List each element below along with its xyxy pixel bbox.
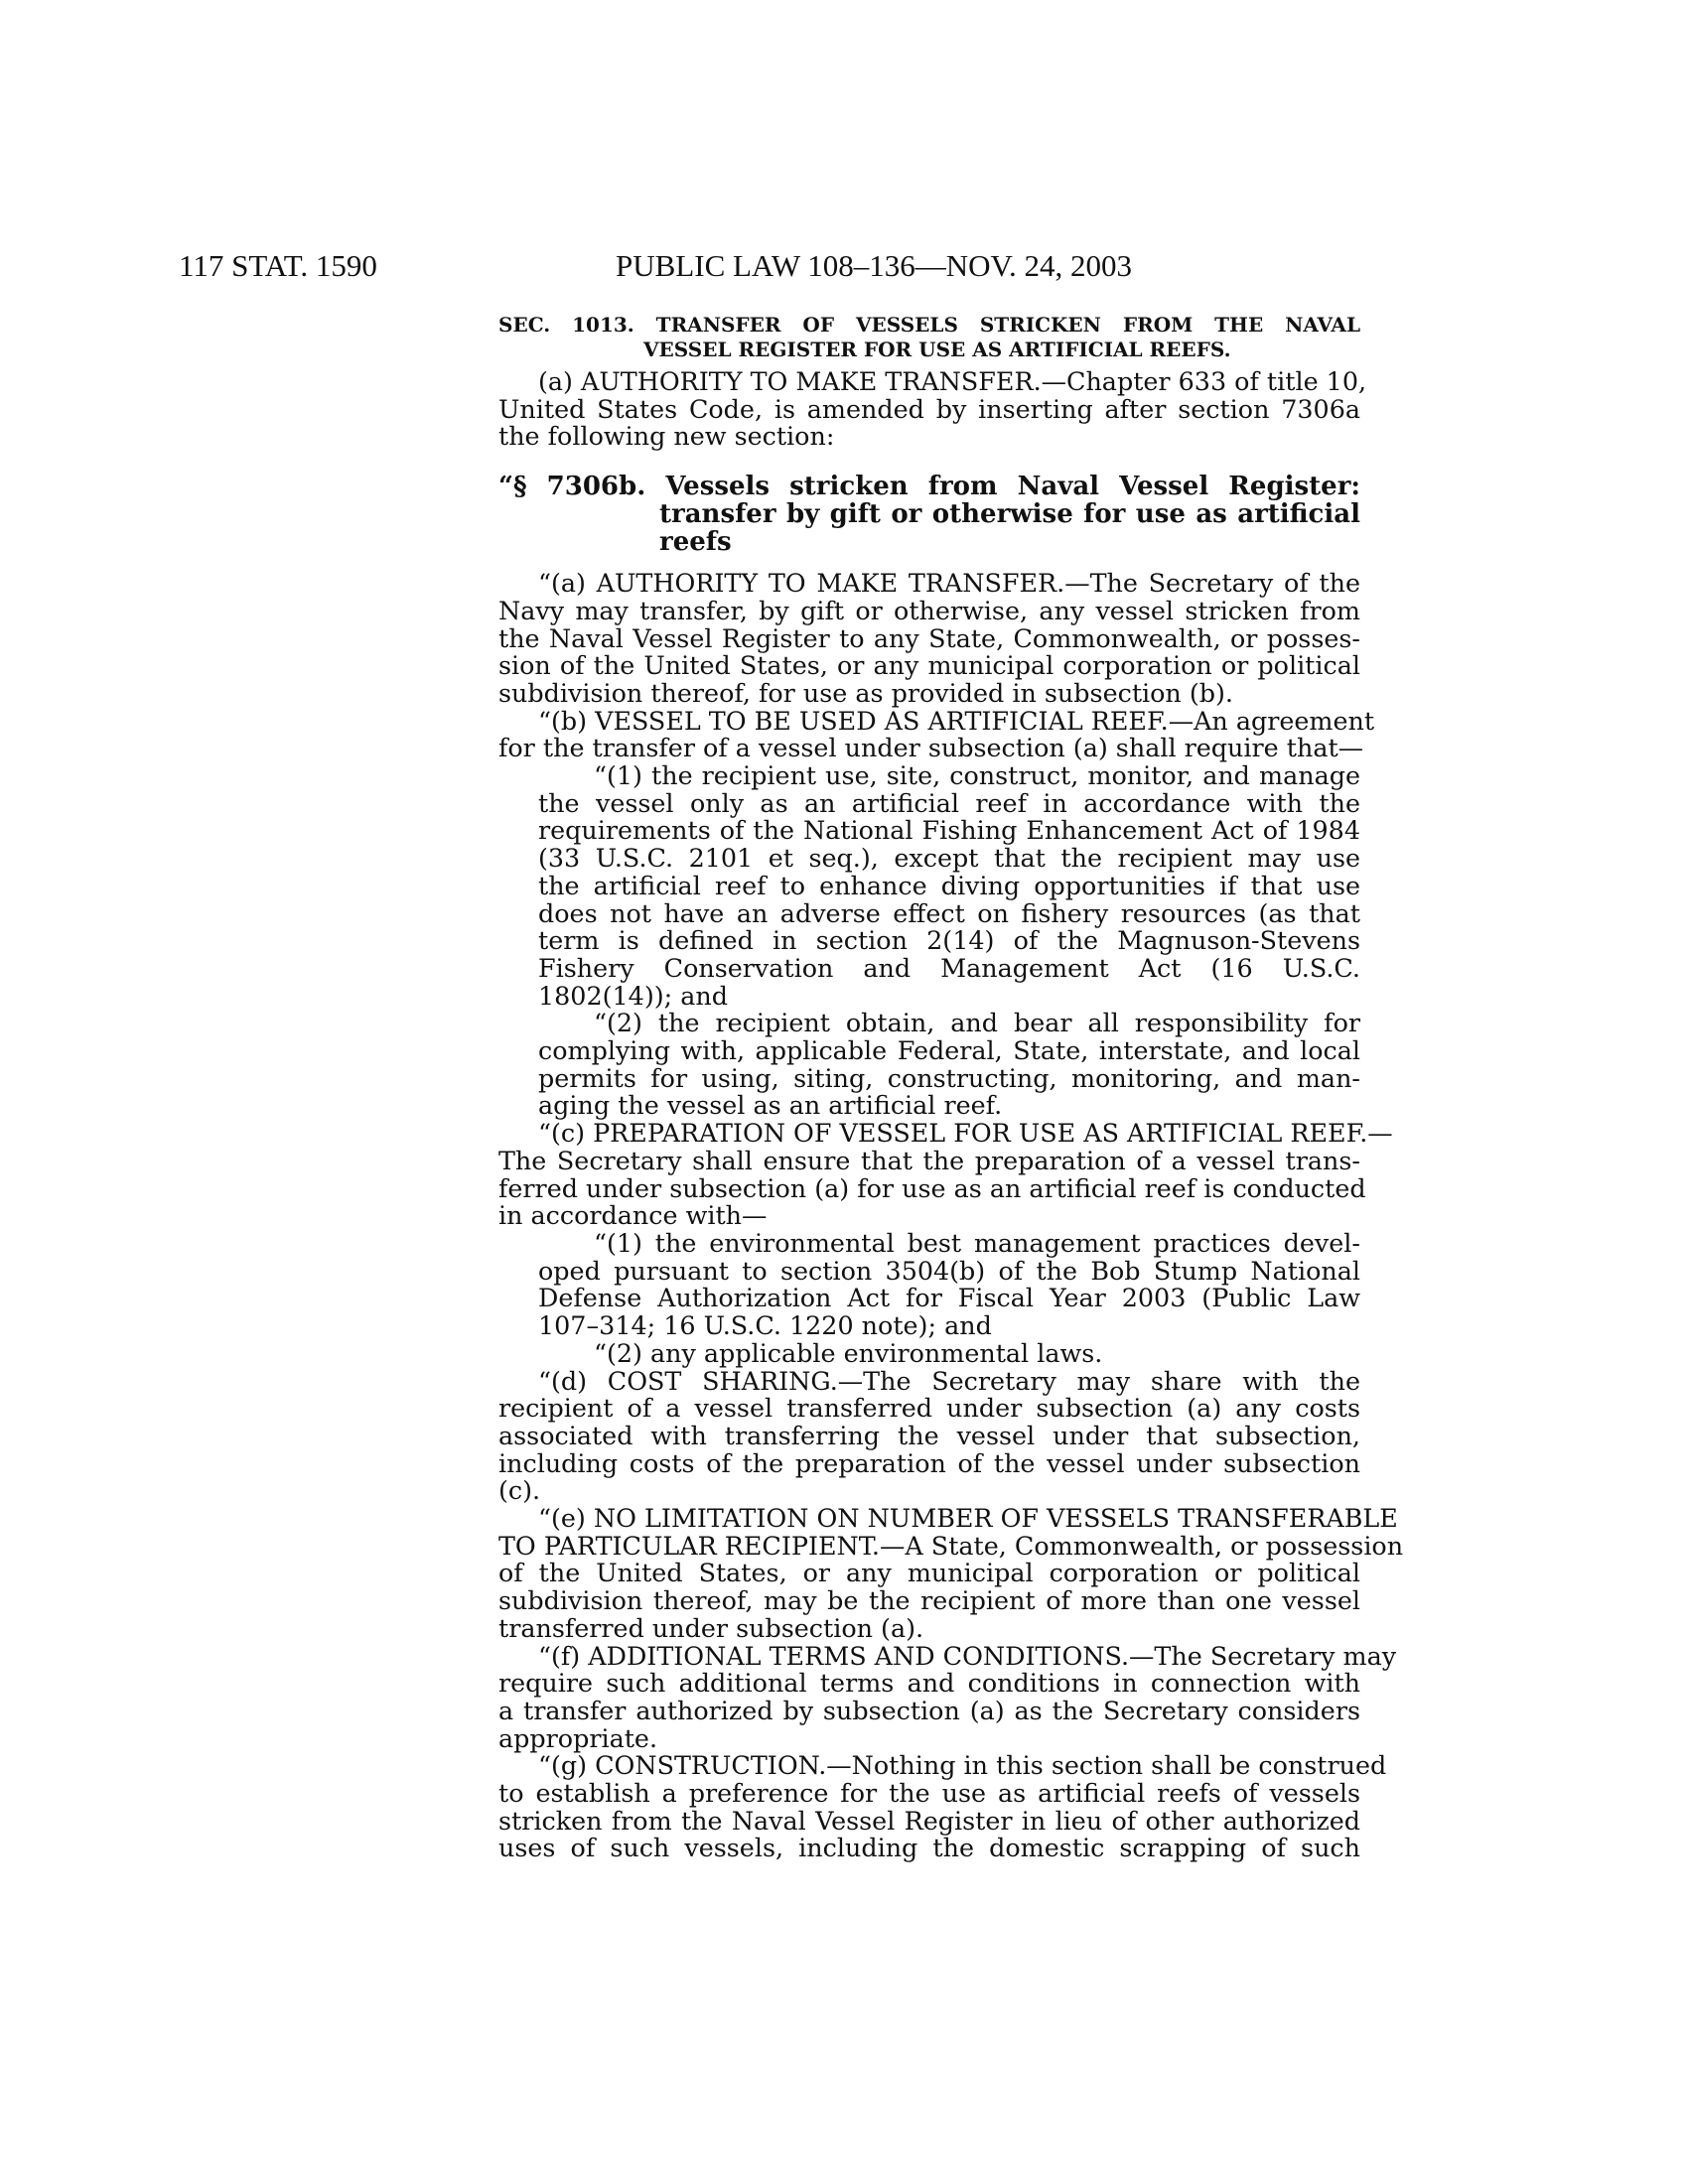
- section-title-line: reefs: [659, 527, 732, 558]
- text-line: uses of such vessels, including the domestic scrapping of such: [498, 1833, 1360, 1863]
- text-line: for the transfer of a vessel under subsection (a) shall require that—: [498, 733, 1364, 763]
- text-line: aging the vessel as an artificial reef.: [538, 1090, 1003, 1121]
- text-line: United States Code, is amended by inserting after section 7306a: [498, 393, 1360, 424]
- text-line: Defense Authorization Act for Fiscal Year 2003 (Public Law: [538, 1283, 1360, 1313]
- subsection-c-1: [498, 1227, 1360, 1341]
- text-line: transferred under subsection (a).: [498, 1612, 924, 1643]
- text-line: the vessel only as an artificial reef in accordance with the: [538, 787, 1360, 818]
- section-title: [498, 473, 1360, 556]
- text-line: (c).: [498, 1475, 541, 1506]
- text-line: (33 U.S.C. 2101 et seq.), except that the recipient may use: [538, 843, 1360, 874]
- text-line: 107–314; 16 U.S.C. 1220 note); and: [538, 1310, 992, 1341]
- text-line: term is defined in section 2(14) of the Magnuson-Stevens: [538, 925, 1360, 956]
- text-line: (a) AUTHORITY TO MAKE TRANSFER.—Chapter 633 of title 10,: [538, 366, 1367, 396]
- text-line: “(f) ADDITIONAL TERMS AND CONDITIONS.—The Secretary may: [538, 1640, 1397, 1671]
- text-line: subdivision thereof, may be the recipient of more than one vessel: [498, 1585, 1360, 1616]
- subsection-d: [498, 1365, 1360, 1506]
- subsection-a: [498, 570, 1360, 708]
- text-line: the following new section:: [498, 421, 835, 452]
- public-law-title: PUBLIC LAW 108–136—NOV. 24, 2003: [616, 248, 1132, 283]
- text-line: permits for using, siting, constructing, monitoring, and man-: [538, 1062, 1360, 1093]
- text-line: “(1) the recipient use, site, construct, monitor, and manage: [594, 760, 1360, 791]
- text-line: “(d) COST SHARING.—The Secretary may share with the: [538, 1365, 1360, 1396]
- subsection-f: [498, 1640, 1397, 1753]
- text-line: appropriate.: [498, 1722, 658, 1753]
- text-line: “(b) VESSEL TO BE USED AS ARTIFICIAL REEF.—An agreement: [538, 705, 1375, 736]
- subsection-g: [498, 1750, 1387, 1863]
- text-line: oped pursuant to section 3504(b) of the Bob Stump National: [538, 1255, 1360, 1286]
- text-line: “(e) NO LIMITATION ON NUMBER OF VESSELS TRANSFERABLE: [538, 1503, 1398, 1534]
- subsection-b: [498, 705, 1375, 763]
- subsection-e: [498, 1503, 1404, 1643]
- subsection-c-2: [498, 1337, 1360, 1368]
- text-line: 1802(14)); and: [538, 980, 729, 1011]
- text-line: sion of the United States, or any municipal corporation or political: [498, 650, 1360, 681]
- subsection-b-2: [498, 1010, 1360, 1120]
- text-line: Fishery Conservation and Management Act (16 U.S.C.: [538, 952, 1360, 983]
- text-line: ferred under subsection (a) for use as an artificial reef is conducted: [498, 1172, 1366, 1203]
- section-title-line: “§ 7306b. Vessels stricken from Naval Vessel Register:: [498, 472, 1360, 502]
- section-title-line: transfer by gift or otherwise for use as artificial: [659, 499, 1360, 530]
- stat-citation: 117 STAT. 1590: [179, 248, 377, 283]
- text-line: “(2) the recipient obtain, and bear all responsibility for: [594, 1008, 1360, 1038]
- text-line: a transfer authorized by subsection (a) as the Secretary considers: [498, 1695, 1360, 1725]
- section-heading: [498, 313, 1360, 362]
- intro-paragraph: [498, 366, 1367, 452]
- subsection-b-1: [498, 762, 1360, 1010]
- text-line: TO PARTICULAR RECIPIENT.—A State, Commonwealth, or possession: [498, 1530, 1404, 1561]
- text-line: “(2) any applicable environmental laws.: [594, 1337, 1103, 1368]
- page-body: [498, 313, 1404, 1863]
- text-line: require such additional terms and conditions in connection with: [498, 1668, 1360, 1699]
- text-line: “(1) the environmental best management practices devel-: [594, 1227, 1360, 1258]
- text-line: stricken from the Naval Vessel Register in lieu of other authorized: [498, 1805, 1360, 1836]
- text-line: of the United States, or any municipal corporation or political: [498, 1558, 1360, 1588]
- text-line: in accordance with—: [498, 1200, 768, 1231]
- text-line: Navy may transfer, by gift or otherwise, any vessel stricken from: [498, 595, 1360, 625]
- page-header: [179, 246, 1271, 286]
- section-heading-line: VESSEL REGISTER FOR USE AS ARTIFICIAL REEFS.: [643, 338, 1231, 361]
- text-line: The Secretary shall ensure that the preparation of a vessel trans-: [498, 1145, 1360, 1175]
- text-line: subdivision thereof, for use as provided in subsection (b).: [498, 677, 1233, 708]
- text-line: the artificial reef to enhance diving opportunities if that use: [538, 870, 1360, 900]
- section-heading-line: SEC. 1013. TRANSFER OF VESSELS STRICKEN FROM THE NAVAL: [498, 313, 1360, 337]
- text-line: “(g) CONSTRUCTION.—Nothing in this section shall be construed: [538, 1750, 1387, 1781]
- subsection-c: [498, 1118, 1393, 1231]
- text-line: “(c) PREPARATION OF VESSEL FOR USE AS ARTIFICIAL REEF.—: [538, 1118, 1393, 1149]
- text-line: complying with, applicable Federal, State, interstate, and local: [538, 1035, 1360, 1066]
- text-line: requirements of the National Fishing Enhancement Act of 1984: [538, 815, 1360, 846]
- text-line: to establish a preference for the use as artificial reefs of vessels: [498, 1778, 1360, 1809]
- text-line: recipient of a vessel transferred under subsection (a) any costs: [498, 1393, 1360, 1424]
- text-line: the Naval Vessel Register to any State, Commonwealth, or posses-: [498, 622, 1360, 653]
- text-line: “(a) AUTHORITY TO MAKE TRANSFER.—The Secretary of the: [538, 568, 1360, 599]
- text-line: associated with transferring the vessel under that subsection,: [498, 1420, 1360, 1450]
- text-line: does not have an adverse effect on fishery resources (as that: [538, 897, 1360, 928]
- text-line: including costs of the preparation of the vessel under subsection: [498, 1447, 1360, 1478]
